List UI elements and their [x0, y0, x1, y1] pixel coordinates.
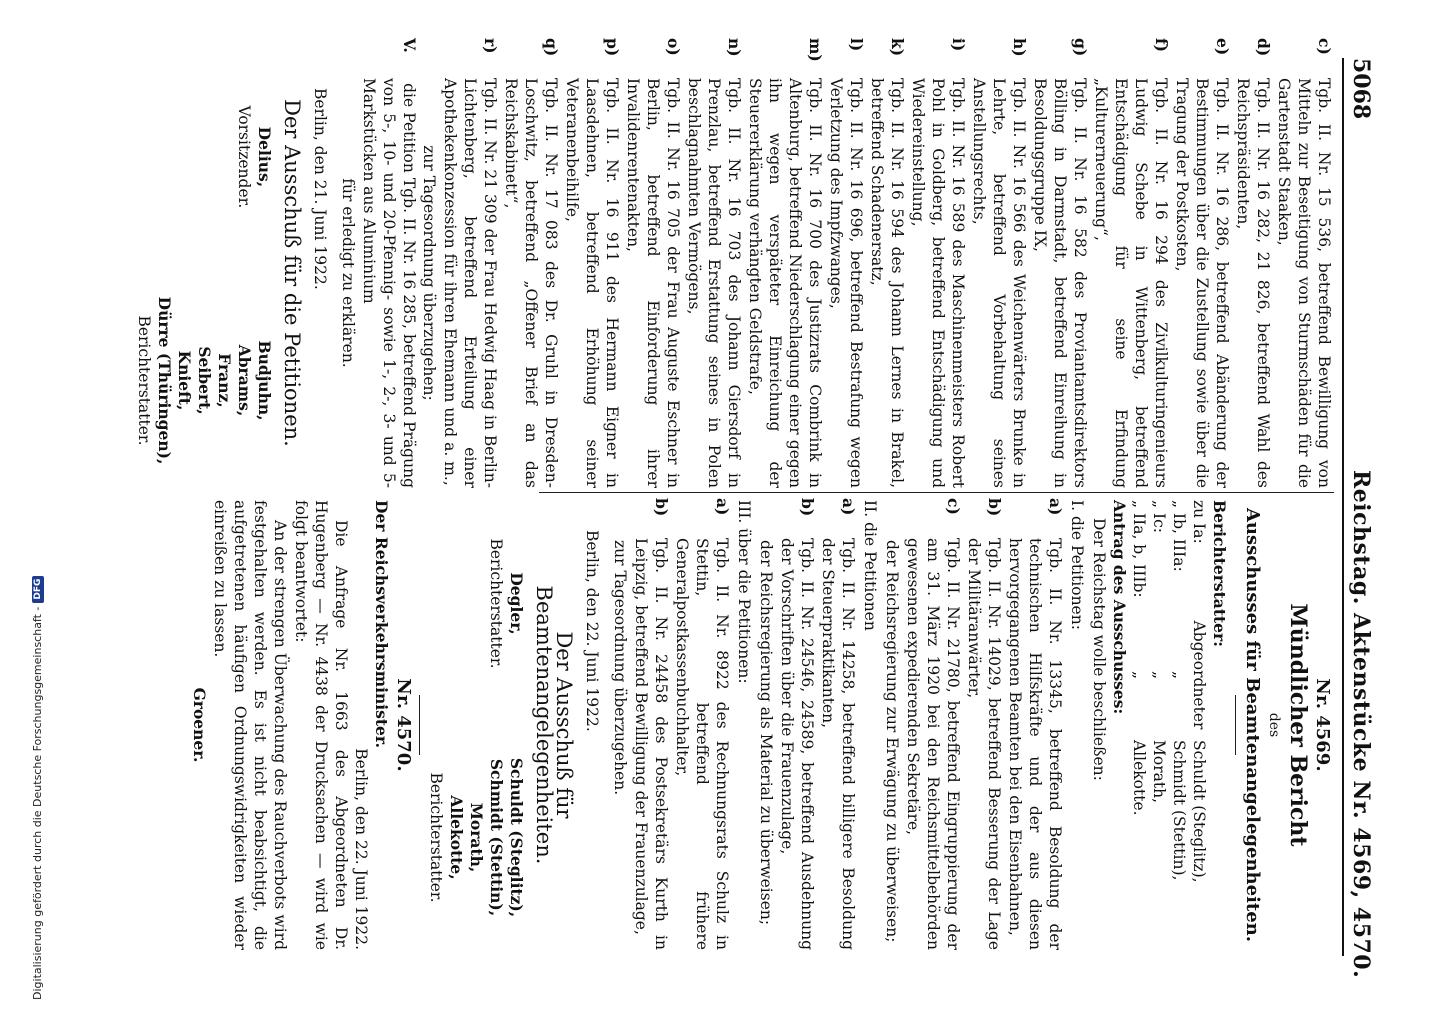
document-number-2: Nr. 4570. — [393, 678, 414, 772]
digitization-note — [31, 0, 44, 1020]
item-label: k) — [888, 38, 907, 57]
list-item — [1274, 38, 1334, 488]
signature-block — [426, 500, 526, 950]
reporter-name: Schmidt (Stettin), — [487, 758, 506, 917]
chair-role: Berichterstatter. — [487, 538, 505, 669]
document-number: Nr. 4569. — [1312, 678, 1333, 772]
reporter-name: Allekotte, — [447, 795, 466, 880]
date: Berlin, den 22. Juni 1922. — [583, 530, 601, 732]
chair-role: Vorsitzender. — [235, 105, 253, 209]
section-iii: III. über die Petitionen: — [735, 500, 753, 684]
list-item — [672, 498, 732, 950]
section-iii-end: zur Tagesordnung überzugehen. — [611, 540, 629, 796]
item-label: r) — [481, 38, 500, 54]
reporter-key: „ IIa, b, IIIb: — [1130, 500, 1148, 598]
item-text: Tgb. II. Nr. 16 911 des Hermann Eigner in Laasdehnen, betreffend Erhöhung seiner Veteranenbeihilfe, — [563, 78, 621, 488]
list-item — [964, 498, 1004, 950]
item-label: a) — [1046, 498, 1065, 516]
item-text: Tgb. II. Nr. 16 703 des Johann Giersdorf in Prenzlau, betreffend Erstattung seines in Polen beschlagnahmten Vermögens, — [685, 78, 743, 488]
section-i-list — [903, 500, 1065, 950]
list-item — [1172, 38, 1232, 488]
page-number: 5068 — [1348, 58, 1374, 120]
reporter-name: Abrams, — [235, 344, 254, 417]
section-i-end: der Reichsregierung zur Erwägung zu überweisen; — [883, 540, 901, 943]
date: Berlin, den 21. Juni 1922. — [311, 88, 329, 290]
reporter-row — [1149, 500, 1169, 950]
chair-name: Delius, — [255, 126, 274, 188]
reporter-mid: „ — [1130, 670, 1148, 680]
reporter-val: Schmidt (Stettin), — [1170, 740, 1188, 881]
doc2-date: Berlin, den 22. Juni 1922. — [352, 748, 370, 950]
list-item — [903, 498, 963, 950]
item-label: e) — [1213, 38, 1232, 56]
reporter-mid: Abgeordneter — [1190, 620, 1208, 730]
document-title: Mündlicher Bericht — [1285, 603, 1311, 847]
list-item — [1233, 38, 1273, 488]
item-text: Tgb. II. Nr. 15 536, betreffend Bewilligung von Mitteln zur Beseitigung von Sturmschäden für die Gartenstadt Staaken, — [1275, 78, 1333, 488]
item-label: m) — [806, 38, 825, 62]
item-label: b) — [985, 498, 1004, 517]
item-label: f) — [1152, 38, 1171, 53]
reporters-signature — [134, 273, 274, 488]
list-item — [562, 38, 622, 488]
list-item — [1091, 38, 1171, 488]
item-text: Tgb. II. Nr. 16 294 des Zivilkulturingenieurs Ludwig Schebe in Wittenberg, betreffend Entschädigung für seine Erfindung „Kulturerneuerung“, — [1092, 78, 1170, 488]
reporter-row — [1189, 500, 1209, 950]
list-item — [623, 38, 683, 488]
item-text: Tgb. II. Nr. 14029, betreffend Besserung der Lage der Militäranwärter, — [965, 538, 1003, 950]
item-text: Tgb. II. Nr. 21 309 der Frau Hedwig Haag in Berlin-Lichtenberg, betreffend Erteilung einer Apothekenkonzession für ihren Ehemann und a. m., — [441, 78, 499, 488]
section-iii-list — [631, 500, 732, 950]
item-text: Tgb. II. Nr. 16 589 des Maschinenmeisters Robert Pohl in Goldberg, betreffend Entschädigung und Wiedereinstellung, — [909, 78, 967, 488]
reporter-name: Budjuhn, — [255, 340, 274, 421]
reporters-role: Berichterstatter. — [427, 772, 445, 903]
item-label: b) — [652, 498, 671, 517]
item-text: Tgb. II. Nr. 21780, betreffend Eingruppierung der am 31. März 1920 bei den Reichsmittelbehörden gewesenen expedierenden Sekretäre, — [904, 538, 962, 950]
item-text: Tgb. II. Nr. 16 594 des Johann Lernes in Brakel, betreffend Schadenersatz, — [868, 78, 906, 488]
item-text: Tgb. II. Nr. 16 582 des Proviantamtsdirektors Bölling in Darmstadt, betreffend Einreihung in Besoldungsgruppe IX, — [1031, 78, 1089, 488]
list-item — [631, 498, 671, 950]
list-item — [867, 38, 907, 488]
item-text: Tgb. II. Nr. 16 705 der Frau Auguste Eschner in Berlin, betreffend Einforderung ihrer Invalidenrentenakten, — [624, 78, 682, 488]
short-rule — [1235, 695, 1236, 755]
item-label: a) — [713, 498, 732, 516]
item-v-end: für erledigt zu erklären. — [339, 178, 357, 368]
committee-title: Ausschusses für Beamtenangelegenheiten. — [1242, 507, 1263, 943]
reporter-val: Morath, — [1150, 740, 1168, 803]
reporter-row — [1169, 500, 1189, 950]
reporters-role: Berichterstatter. — [135, 315, 153, 446]
reporter-key: zu Ia: — [1190, 500, 1208, 544]
chair-signature — [134, 58, 274, 256]
item-label: V. — [400, 38, 419, 53]
reporter-val: Schuldt (Steglitz), — [1190, 740, 1208, 883]
item-v — [359, 38, 419, 488]
list-item — [1005, 498, 1065, 950]
item-label: n) — [725, 38, 744, 57]
reporter-mid: „ — [1150, 670, 1168, 680]
reporter-name: Dürre (Thüringen), — [155, 296, 174, 465]
column-divider — [539, 492, 1334, 493]
list-item — [818, 498, 858, 950]
section-ii-list — [777, 500, 858, 950]
item-text: Tgb. II. Nr. 8922 des Rechnungsrats Schulz in Stettin, betreffend frühere Generalpostkassenbuchhalter, — [673, 538, 731, 950]
committee-name: Der Ausschuß für die Petitionen. — [280, 99, 304, 447]
chair-name: Degler, — [507, 572, 526, 635]
item-label: g) — [1071, 38, 1090, 57]
item-text: die Petition Tgb. II. Nr. 16 285, betreffend Prägung von 5-, 10- und 20-Pfennig- sowie 1-, 2-, 3- und 5-Markstücken aus Aluminium — [360, 78, 418, 488]
item-label: d) — [1254, 38, 1273, 57]
reporter-name: Franz, — [215, 353, 234, 408]
item-label: c) — [1315, 38, 1334, 55]
petition-list — [440, 38, 1334, 488]
item-label: q) — [542, 38, 561, 57]
doc2-body-2: An der strengen Überwachung des Rauchverbots wird festgehalten werden. Es ist nicht beabsichtigt, die aufgetretenen häufigen Ordnungswidrigkeiten wieder einreißen zu lassen. — [211, 500, 289, 950]
item-text: Tgb. II. Nr. 13345, betreffend Besoldung der technischen Hilfskräfte und der aus diesen hervorgegangenen Beamten bei den Eisenbahnen, — [1006, 538, 1064, 950]
reporter-key: „ Ic: — [1150, 500, 1168, 533]
list-item — [969, 38, 1029, 488]
item-text: Tgb. II. Nr. 16 696, betreffend Bestrafung wegen Verletzung des Impfzwanges, — [827, 78, 865, 488]
list-item — [440, 38, 500, 488]
item-text: Tgb. II. Nr. 24546, 24589, betreffend Ausdehnung der Vorschriften über die Frauenzulage, — [778, 538, 816, 950]
reporters-heading: Berichterstatter: — [1210, 500, 1229, 647]
list-item — [777, 498, 817, 950]
title-des: des — [1266, 712, 1282, 738]
list-item — [684, 38, 744, 488]
reporter-val: Allekotte. — [1130, 740, 1148, 816]
signature-block — [134, 58, 274, 488]
list-item — [1030, 38, 1090, 488]
right-column — [189, 500, 1334, 950]
left-column — [128, 38, 1334, 488]
item-text: Tgb. II. Nr. 17 083 des Dr. Gruhl in Dresden-Loschwitz, betreffend „Offener Brief an das Reichskabinett“, — [502, 78, 560, 488]
item-text: Tgb. II. Nr. 16 700 des Justizrats Combrink in Altenburg, betreffend Niederschlagung einer gegen ihn wegen verspäteter Einreichung der Steuererklärung verhängten Geldstrafe, — [746, 78, 824, 488]
list-item — [745, 38, 825, 488]
doc2-signature: Groener. — [190, 687, 209, 763]
motion-heading: Antrag des Ausschusses: — [1110, 500, 1129, 715]
digitization-text: Digitalisierung gefördert durch die Deutsche Forschungsgemeinschaft - — [31, 606, 44, 1000]
item-text: Tgb. II. Nr. 16 286, betreffend Abänderung der Bestimmungen über die Zustellung sowie über die Tragung der Postkosten, — [1173, 78, 1231, 488]
minister: Der Reichsverkehrsminister. — [372, 500, 391, 749]
motion-intro: Der Reichstag wolle beschließen: — [1090, 518, 1108, 781]
item-text: Tgb. II. Nr. 16 282, 21 826, betreffend Wahl des Reichspräsidenten, — [1234, 78, 1272, 488]
item-label: l) — [847, 38, 866, 52]
agenda-line: zur Tagesordnung überzugehen; — [420, 145, 438, 401]
doc2-body-1: Die Anfrage Nr. 1663 des Abgeordneten Dr. Hugenberg — Nr. 4438 der Drucksachen — wird wie folgt beantwortet: — [292, 500, 350, 950]
reporter-name: Morath, — [467, 802, 486, 873]
item-label: b) — [798, 498, 817, 517]
reporter-key: „ Ib, IIIa: — [1170, 500, 1188, 572]
list-item — [501, 38, 561, 488]
header-rule — [1342, 58, 1344, 956]
section-ii-end: der Reichsregierung als Material zu überweisen; — [757, 540, 775, 926]
item-text: Tgb. II. Nr. 14258, betreffend billigere Besoldung der Steuerpraktikanten, — [819, 538, 857, 950]
reporters-signature — [426, 725, 526, 950]
running-head: Reichstag. Aktenstücke Nr. 4569, 4570. — [1348, 470, 1374, 979]
short-rule — [419, 695, 420, 755]
item-label: h) — [1010, 38, 1029, 57]
list-item — [826, 38, 866, 488]
section-i: I. die Petitionen: — [1068, 500, 1086, 630]
committee-sign: Der Ausschuß für Beamtenangelegenheiten. — [532, 585, 576, 865]
reporter-name: Schuldt (Steglitz), — [507, 757, 526, 918]
section-ii: II. die Petitionen — [861, 500, 879, 631]
reporter-mid: „ — [1170, 670, 1188, 680]
item-label: o) — [664, 38, 683, 56]
list-item — [908, 38, 968, 488]
item-text: Tgb. II. Nr. 24458 des Postsekretärs Kurth in Leipzig, betreffend Bewilligung der Frauenzulage, — [632, 538, 670, 950]
reporters-table — [1129, 500, 1209, 950]
item-label: c) — [944, 498, 963, 515]
reporter-name: Knieft, — [175, 350, 194, 411]
item-label: a) — [839, 498, 858, 516]
item-label: i) — [949, 38, 968, 52]
dfg-logo-icon: DFG — [32, 576, 44, 603]
reporter-row — [1129, 500, 1149, 950]
item-label: p) — [603, 38, 622, 57]
reporter-name: Seibert, — [195, 346, 214, 415]
item-text: Tgb. II. Nr. 16 566 des Weichenwärters Brunke in Lehrte, betreffend Vorbehaltung seines Anstellungsrechts, — [970, 78, 1028, 488]
chair-signature — [426, 500, 526, 707]
